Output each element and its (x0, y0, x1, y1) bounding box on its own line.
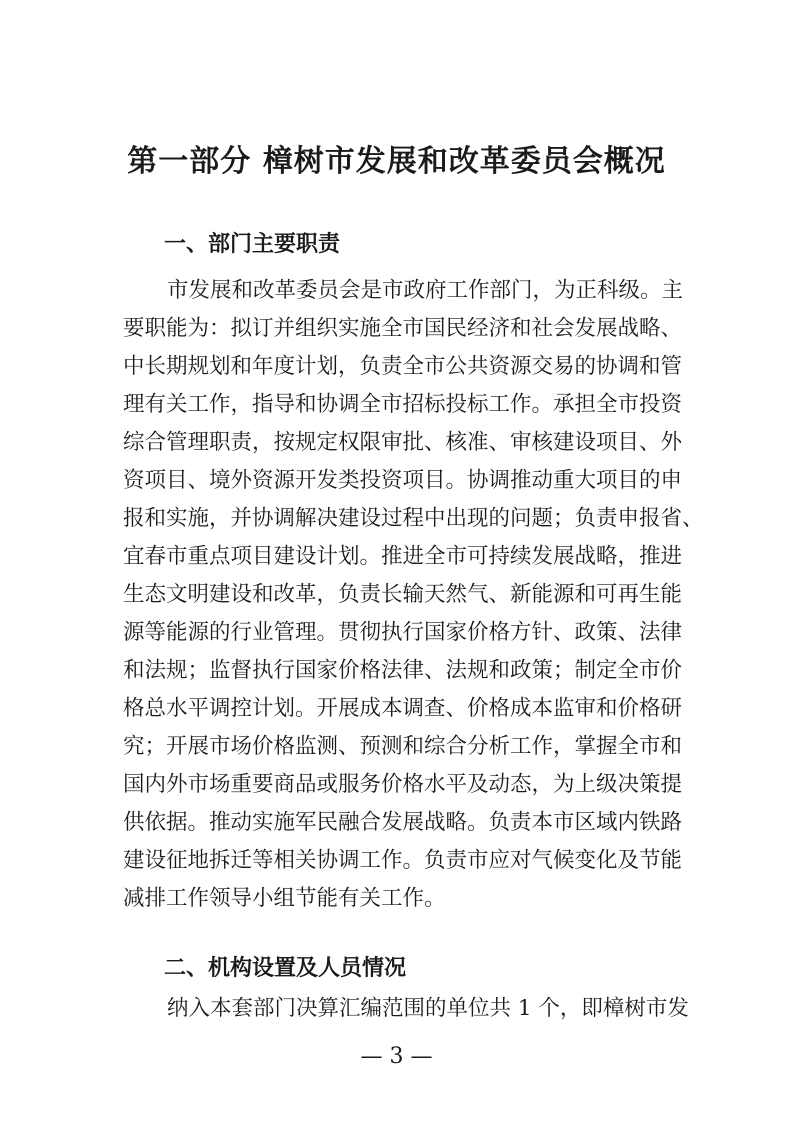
text-line: 宜春市重点项目建设计划。推进全市可持续发展战略，推进 (123, 544, 683, 569)
text-line: 资项目、境外资源开发类投资项目。协调推动重大项目的申 (123, 468, 683, 493)
text-line: 报和实施，并协调解决建设过程中出现的问题；负责申报省、 (123, 506, 704, 531)
section-heading-organization: 二、机构设置及人员情况 (164, 956, 407, 981)
text-line: 源等能源的行业管理。贯彻执行国家价格方针、政策、法律 (123, 620, 683, 645)
section-heading-duties: 一、部门主要职责 (164, 232, 341, 257)
text-line: 国内外市场重要商品或服务价格水平及动态，为上级决策提 (123, 772, 683, 797)
text-line: 建设征地拆迁等相关协调工作。负责市应对气候变化及节能 (123, 848, 683, 873)
text-line: 综合管理职责，按规定权限审批、核准、审核建设项目、外 (123, 430, 683, 455)
page-number: — 3 — (360, 1044, 433, 1069)
page-title: 第一部分 樟树市发展和改革委员会概况 (127, 144, 666, 179)
text-line: 市发展和改革委员会是市政府工作部门，为正科级。主 (167, 278, 684, 303)
text-line: 供依据。推动实施军民融合发展战略。负责本市区域内铁路 (123, 810, 683, 835)
text-line: 究；开展市场价格监测、预测和综合分析工作，掌握全市和 (123, 734, 683, 759)
text-line: 要职能为：拟订并组织实施全市国民经济和社会发展战略、 (123, 316, 683, 341)
text-line: 减排工作领导小组节能有关工作。 (123, 886, 446, 911)
text-line: 理有关工作，指导和协调全市招标投标工作。承担全市投资 (123, 392, 683, 417)
section-body-organization (123, 990, 689, 1028)
section-body-duties (123, 272, 704, 918)
text-line: 纳入本套部门决算汇编范围的单位共 1 个，即樟树市发 (167, 996, 689, 1021)
text-line: 中长期规划和年度计划，负责全市公共资源交易的协调和管 (123, 354, 683, 379)
text-line: 格总水平调控计划。开展成本调查、价格成本监审和价格研 (123, 696, 683, 721)
text-line: 和法规；监督执行国家价格法律、法规和政策；制定全市价 (123, 658, 683, 683)
text-line: 生态文明建设和改革，负责长输天然气、新能源和可再生能 (123, 582, 683, 607)
